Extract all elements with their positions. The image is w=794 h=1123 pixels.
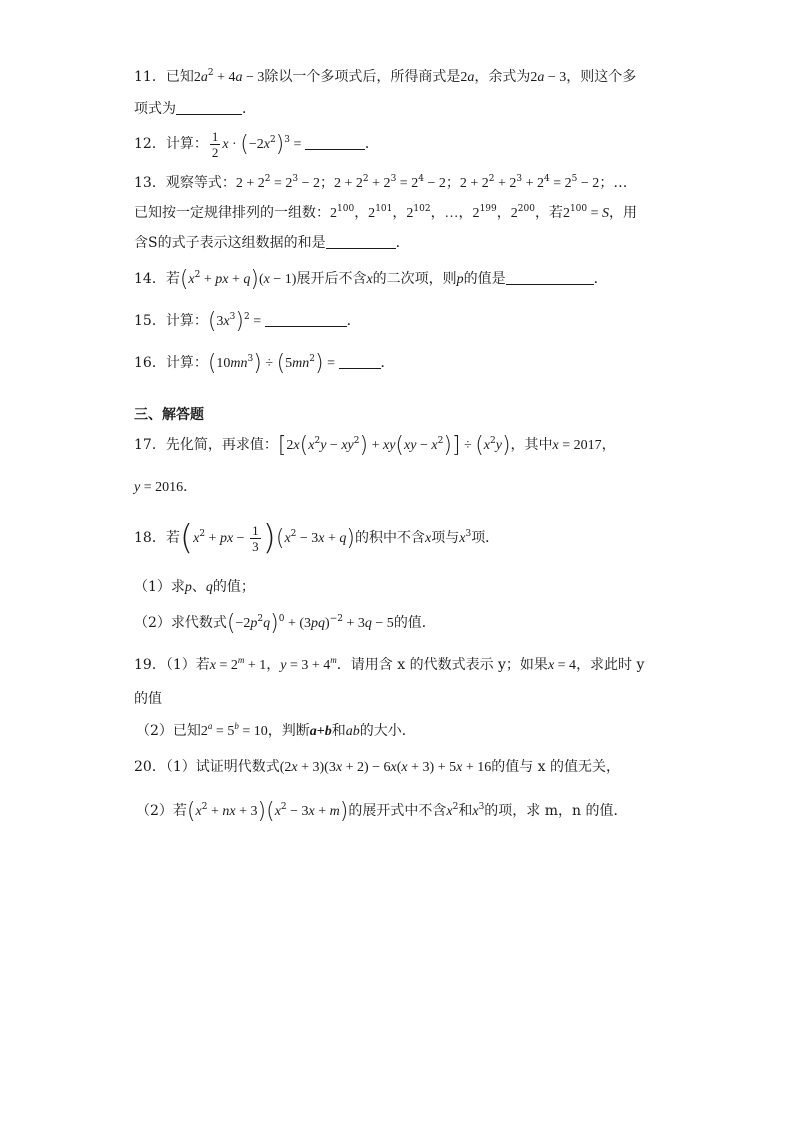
question-20: 20．（1）试证明代数式(2x + 3)(3x + 2) − 6x(x + 3) + 5x + 16的值与 x 的值无关， (134, 759, 621, 775)
question-17-cont: y = 2016． (134, 479, 198, 495)
answer-blank[interactable] (326, 234, 396, 249)
answer-blank[interactable] (305, 135, 365, 150)
question-17: 17．先化简，再求值：$[2x(x^2y - xy^2) + xy(xy - x^2)] \div (x^2y)$，其中x = 2017， (134, 433, 616, 458)
answer-blank[interactable] (506, 270, 594, 285)
answer-blank[interactable] (265, 312, 347, 327)
question-16: 16．计算：$(10mn^3) \div (5mn^2)$ = ． (134, 351, 395, 376)
question-11: 11．已知$2a^2 + 4a - 3$除以一个多项式后，所得商式是2a，余式为2a − 3，则这个多 (134, 68, 637, 85)
answer-blank[interactable] (176, 100, 242, 115)
question-18: 18．若($x^2$ + px − $\frac{1}{3}$ )$(x^2 - 3x + q)$的积中不含x项与$x^3$项． (134, 518, 500, 558)
answer-blank[interactable] (339, 354, 381, 369)
question-13: 13．观察等式：$2 + 2^2 = 2^3 - 2$；$2 + 2^2 + 2^3 = 2^4 - 2$；$2 + 2^2 + 2^3 + 2^4 = 2^5 - 2$；… (134, 174, 628, 191)
question-13-cont2: 含S的式子表示这组数据的和是 ． (134, 235, 410, 251)
question-12: 12．计算： $\frac{1}{2}$ $x \cdot (-2x^2)^3$ = ． (134, 128, 379, 160)
question-19: 19．（1）若$x = 2^m + 1$，$y = 3 + 4^m$．请用含 x 的代数式表示 y；如果x = 4，求此时 y (134, 655, 645, 673)
question-14: 14．若($x^2$ + px + q)(x − 1)展开后不含x的二次项，则p的值是 ． (134, 267, 608, 292)
question-18-part1: （1）求p、q的值； (134, 579, 255, 595)
section-title: 三、解答题 (134, 407, 204, 423)
question-15: 15．计算：$(3x^3)^2$ = ． (134, 309, 361, 334)
question-20-part2: （2）若($x^2$ + nx + $3)(x^2 - 3x + m)$的展开式中不含$x^2$和$x^3$的项，求 m，n 的值． (136, 799, 628, 824)
question-19-cont: 的值 (134, 691, 162, 707)
question-13-cont: 已知按一定规律排列的一组数：$2^{100}$，$2^{101}$，$2^{102}$，…，$2^{199}$，$2^{200}$，若$2^{100} = S$，用 (134, 204, 638, 221)
question-19-part2: （2）已知$2^a = 5^b = 10$，判断a+b和ab的大小． (136, 721, 416, 739)
question-11-cont: 项式为 ． (134, 101, 256, 117)
question-18-part2: （2）求代数式$(-2p^2q)^0 + (3pq)^{-2} + 3q - 5$的值． (134, 611, 436, 636)
